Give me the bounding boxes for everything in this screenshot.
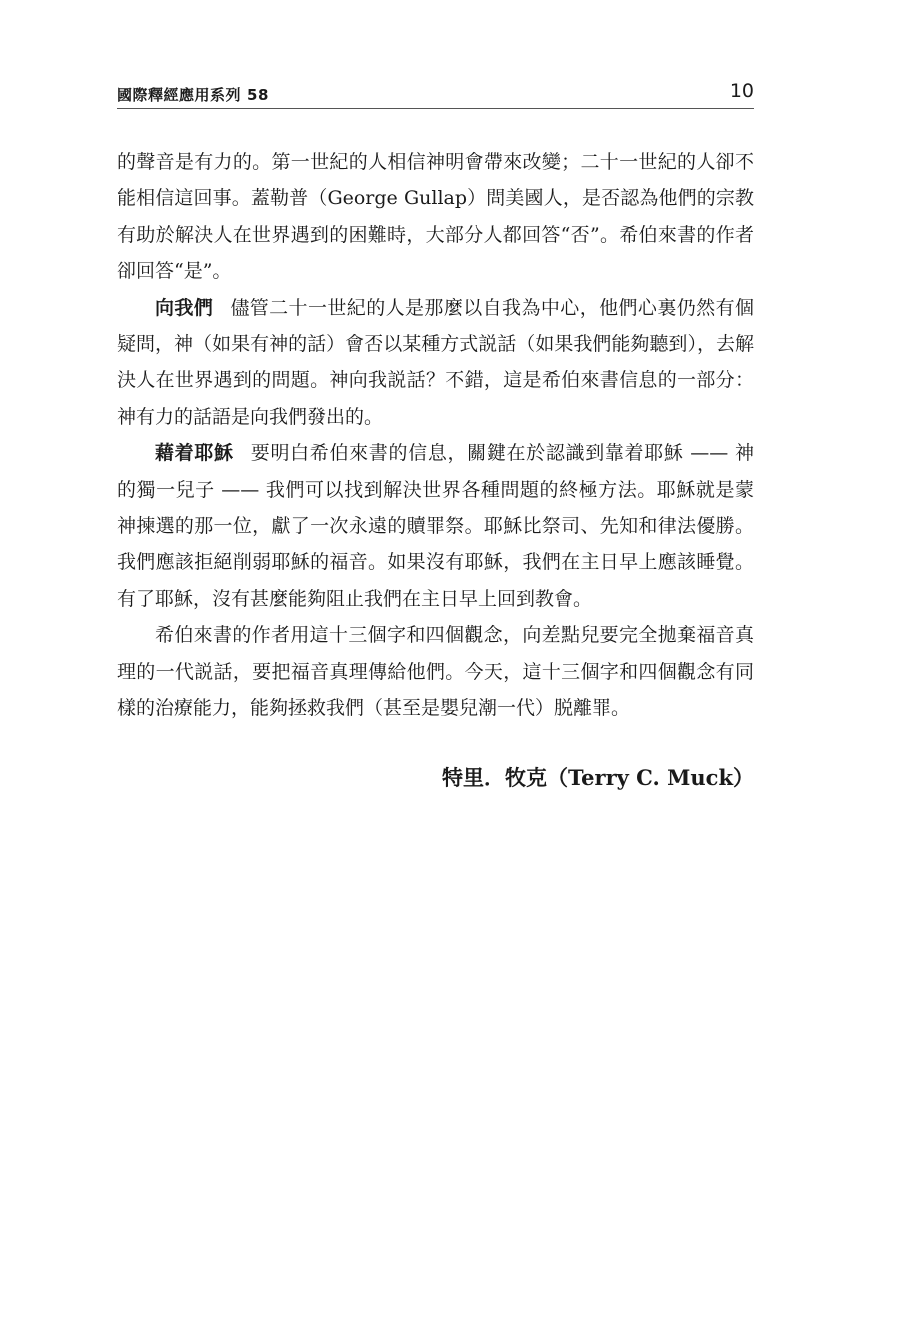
paragraph-4-text: 希伯來書的作者用這十三個字和四個觀念，向差點兒要完全拋棄福音真理的一代説話，要把福音真理傳給他們。今天，這十三個字和四個觀念有同樣的治療能力，能夠拯救我們（甚至是嬰兒潮一代）脱離罪。 — [117, 624, 754, 720]
paragraph-3-text: 要明白希伯來書的信息，關鍵在於認識到靠着耶穌 —— 神的獨一兒子 —— 我們可以找到解決世界各種問題的終極方法。耶穌就是蒙神揀選的那一位，獻了一次永遠的贖罪祭。耶穌比祭司、先知和律法優勝。我們應該拒絕削弱耶穌的福音。如果沒有耶穌，我們在主日早上應該睡覺。有了耶穌，沒有甚麼能夠阻止我們在主日早上回到教會。 — [117, 442, 754, 610]
paragraph-1 — [117, 144, 754, 290]
paragraph-2-lead: 向我們 — [155, 296, 214, 319]
page-header — [117, 78, 754, 109]
paragraph-4 — [117, 617, 754, 726]
page-number: 10 — [729, 80, 754, 102]
paragraph-2 — [117, 290, 754, 436]
paragraph-3 — [117, 435, 754, 617]
series-number: 58 — [247, 86, 269, 104]
series-name: 國際釋經應用系列 — [117, 86, 242, 104]
paragraph-1-text: 的聲音是有力的。第一世紀的人相信神明會帶來改變；二十一世紀的人卻不能相信這回事。蓋勒普（George Gullap）問美國人，是否認為他們的宗教有助於解決人在世界遇到的困難時，大部分人都回答“否”。希伯來書的作者卻回答“是”。 — [117, 151, 754, 283]
author-signature: 特里．牧克（Terry C. Muck） — [441, 765, 754, 790]
paragraph-3-lead: 藉着耶穌 — [155, 442, 234, 465]
paragraph-2-text: 儘管二十一世紀的人是那麼以自我為中心，他們心裏仍然有個疑問，神（如果有神的話）會否以某種方式説話（如果我們能夠聽到），去解決人在世界遇到的問題。神向我説話？不錯，這是希伯來書信息的一部分：神有力的話語是向我們發出的。 — [117, 296, 754, 428]
body-text — [117, 144, 754, 727]
series-title — [117, 84, 269, 105]
